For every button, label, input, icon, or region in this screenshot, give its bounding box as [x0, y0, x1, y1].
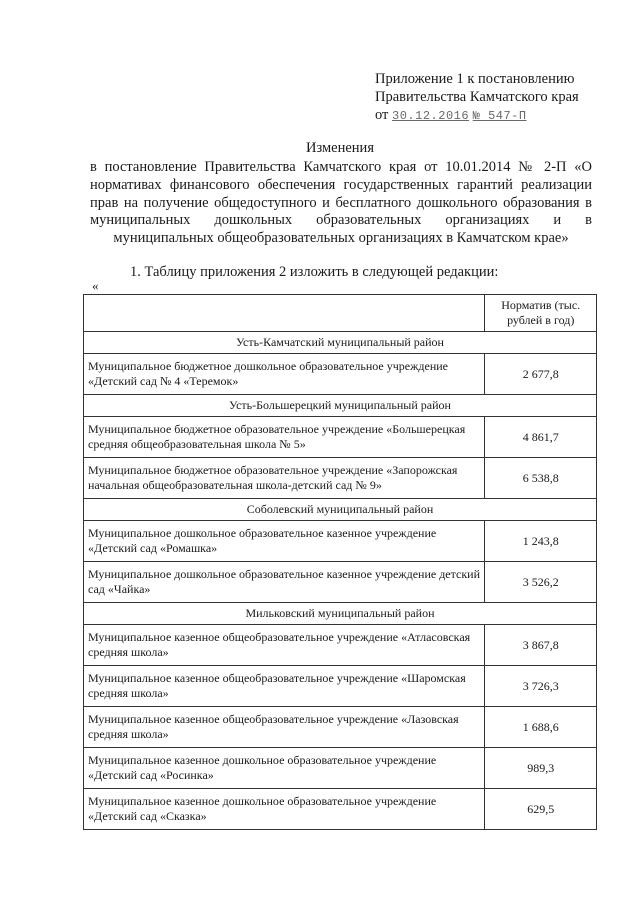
document-title: Изменения — [306, 140, 374, 156]
district-row — [84, 332, 597, 354]
institution-name: Муниципальное казенное дошкольное образовательное учреждение «Детский сад «Росинка» — [84, 748, 485, 789]
document-preamble: в постановление Правительства Камчатского края от 10.01.2014 № 2-П «О нормативах финансового обеспечения государственных гарантий реализации прав на получение общедоступного и бесплатного дошкольного образования в муниципальных дошкольных образовательных организациях и в муниципальных общеобразовательных организациях в Камчатском крае» — [90, 159, 592, 247]
table-row — [84, 562, 597, 603]
district-row — [84, 603, 597, 625]
appendix-line-1: Приложение 1 к постановлению — [375, 71, 575, 87]
norm-value: 2 677,8 — [485, 354, 597, 395]
institution-name: Муниципальное казенное общеобразовательное учреждение «Шаромская средняя школа» — [84, 666, 485, 707]
norms-table — [83, 294, 597, 830]
table-row — [84, 521, 597, 562]
norm-value: 1 243,8 — [485, 521, 597, 562]
district-name: Усть-Камчатский муниципальный район — [84, 332, 597, 354]
table-row — [84, 789, 597, 830]
table-row — [84, 354, 597, 395]
quote-open-mark: « — [92, 278, 99, 293]
instruction-paragraph: 1. Таблицу приложения 2 изложить в следующей редакции: — [130, 264, 499, 280]
norm-value: 4 861,7 — [485, 417, 597, 458]
table-row — [84, 458, 597, 499]
district-name: Усть-Большерецкий муниципальный район — [84, 395, 597, 417]
norm-value: 6 538,8 — [485, 458, 597, 499]
table-row — [84, 666, 597, 707]
table-row — [84, 748, 597, 789]
norm-value: 3 726,3 — [485, 666, 597, 707]
institution-name: Муниципальное казенное дошкольное образовательное учреждение «Детский сад «Сказка» — [84, 789, 485, 830]
number-stamp: № 547-П — [472, 109, 527, 123]
institution-name: Муниципальное бюджетное образовательное учреждение «Большерецкая средняя общеобразовательная школа № 5» — [84, 417, 485, 458]
table-row — [84, 417, 597, 458]
norm-value: 629,5 — [485, 789, 597, 830]
district-row — [84, 499, 597, 521]
institution-name: Муниципальное дошкольное образовательное казенное учреждение детский сад «Чайка» — [84, 562, 485, 603]
header-norm-cell: Норматив (тыс. рублей в год) — [485, 295, 597, 332]
table-row — [84, 625, 597, 666]
norm-value: 3 526,2 — [485, 562, 597, 603]
norm-value: 989,3 — [485, 748, 597, 789]
institution-name: Муниципальное дошкольное образовательное казенное учреждение «Детский сад «Ромашка» — [84, 521, 485, 562]
institution-name: Муниципальное казенное общеобразовательное учреждение «Лазовская средняя школа» — [84, 707, 485, 748]
appendix-date-line — [375, 106, 625, 125]
institution-name: Муниципальное бюджетное образовательное учреждение «Запорожская начальная общеобразовательная школа-детский сад № 9» — [84, 458, 485, 499]
table-row — [84, 707, 597, 748]
district-row — [84, 395, 597, 417]
appendix-header — [375, 70, 625, 125]
norm-value: 1 688,6 — [485, 707, 597, 748]
institution-name: Муниципальное казенное общеобразовательное учреждение «Атласовская средняя школа» — [84, 625, 485, 666]
institution-name: Муниципальное бюджетное дошкольное образовательное учреждение «Детский сад № 4 «Теремок» — [84, 354, 485, 395]
date-prefix: от — [375, 107, 389, 123]
district-name: Соболевский муниципальный район — [84, 499, 597, 521]
date-stamp: 30.12.2016 — [392, 109, 470, 123]
header-empty-cell — [84, 295, 485, 332]
district-name: Мильковский муниципальный район — [84, 603, 597, 625]
table-header-row — [84, 295, 597, 332]
appendix-line-2: Правительства Камчатского края — [375, 89, 579, 105]
norm-value: 3 867,8 — [485, 625, 597, 666]
